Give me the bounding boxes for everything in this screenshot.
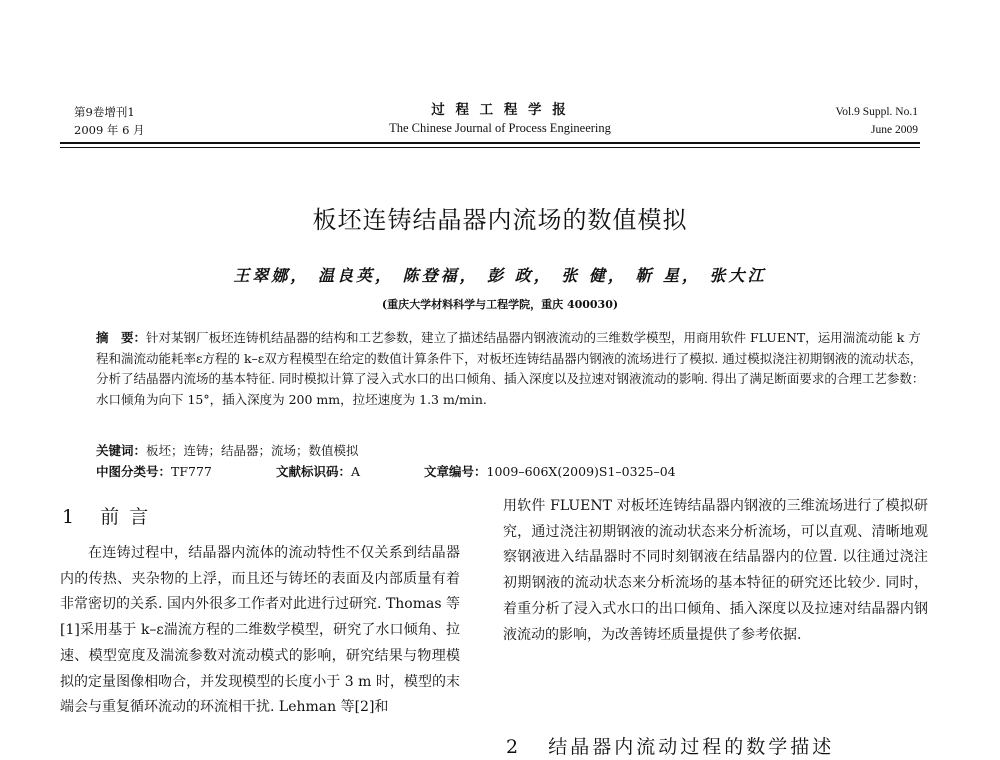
body-paragraph-right: 用软件 FLUENT 对板坯连铸结晶器内钢液的三维流场进行了模拟研究，通过浇注初期钢液的流动状态来分析流场，可以直观、清晰地观察钢液进入结晶器时不同时刻钢液在结晶器内的位置. 以往通过浇注初期钢液的流动状态来分析流场的基本特征的研究还比较少. 同时，着重分析了浸入式水口的出口倾角、插入深度以及拉速对结晶器内钢液流动的影响，为改善铸坯质量提供了参考依据. [503, 498, 928, 643]
header-date-en: June 2009 [871, 124, 918, 136]
header-date: 2009 年 6 月 [74, 123, 145, 137]
body-paragraph-left: 在连铸过程中，结晶器内流体的流动特性不仅关系到结晶器内的传热、夹杂物的上浮，而且还与铸坯的表面及内部质量有着非常密切的关系. 国内外很多工作者对此进行过研究. Thomas 等[1]采用基于 k–ε湍流方程的二维数学模型，研究了水口倾角、拉速、模型宽度及湍流参数对流动模式的影响，研究结果与物理模拟的定量图像相吻合，并发现模型的长度小于 3 m 时，模型的末端会与重复循环流动的环流相干扰. Lehman 等[2]和 [60, 545, 460, 716]
doc-code-field [276, 462, 424, 480]
header-volume: 第9卷增刊1 [74, 105, 135, 119]
header-rule-thick [60, 142, 920, 144]
abstract-label: 摘 要： [96, 330, 147, 345]
clc-value: TF777 [171, 464, 212, 479]
section-number: 1 [62, 506, 77, 528]
affiliation: (重庆大学材料科学与工程学院，重庆 400030) [381, 298, 619, 311]
section-heading-introduction [62, 502, 150, 529]
keywords [96, 441, 359, 459]
journal-name-cn: 过 程 工 程 学 报 [431, 102, 569, 118]
article-number-label: 文章编号： [424, 464, 487, 479]
classification-row [96, 462, 926, 480]
article-number-value: 1009–606X(2009)S1–0325–04 [486, 464, 676, 479]
journal-name-en: The Chinese Journal of Process Engineering [389, 121, 611, 135]
abstract [96, 328, 926, 410]
section-number: 2 [506, 736, 522, 758]
header-volume-en-line: Vol.9 Suppl. No.1 [835, 106, 918, 118]
article-number-field [424, 462, 676, 480]
section-title: 结晶器内流动过程的数学描述 [548, 736, 835, 758]
section-title: 前 言 [100, 506, 151, 528]
doc-code-value: A [351, 464, 361, 479]
keywords-text: 板坯；连铸；结晶器；流场；数值模拟 [146, 443, 359, 458]
keywords-label: 关键词： [96, 443, 147, 458]
header-rule-thin [60, 147, 920, 148]
abstract-text: 针对某钢厂板坯连铸机结晶器的结构和工艺参数，建立了描述结晶器内钢液流动的三维数学模型，用商用软件 FLUENT，运用湍流动能 k 方程和湍流动能耗率ε方程的 k–ε双方程模型在给定的数值计算条件下，对板坯连铸结晶器内钢液的流场进行了模拟. 通过模拟浇注初期钢液的流动状态，分析了结晶器内流场的基本特征. 同时模拟计算了浸入式水口的出口倾角、插入深度以及拉速对钢液流动的影响. 得出了满足断面要求的合理工艺参数：水口倾角为向下 15°，插入深度为 200 mm，拉坯速度为 1.3 m/min. [96, 330, 925, 407]
clc-field [96, 462, 276, 480]
section-heading-model [506, 732, 834, 759]
paper-title: 板坯连铸结晶器内流场的数值模拟 [312, 206, 688, 234]
doc-code-label: 文献标识码： [276, 464, 352, 479]
clc-label: 中图分类号： [96, 464, 172, 479]
author-list: 王翠娜， 温良英， 陈登福， 彭 政， 张 健， 靳 星， 张大江 [233, 266, 767, 285]
header-volume-en [835, 103, 918, 139]
